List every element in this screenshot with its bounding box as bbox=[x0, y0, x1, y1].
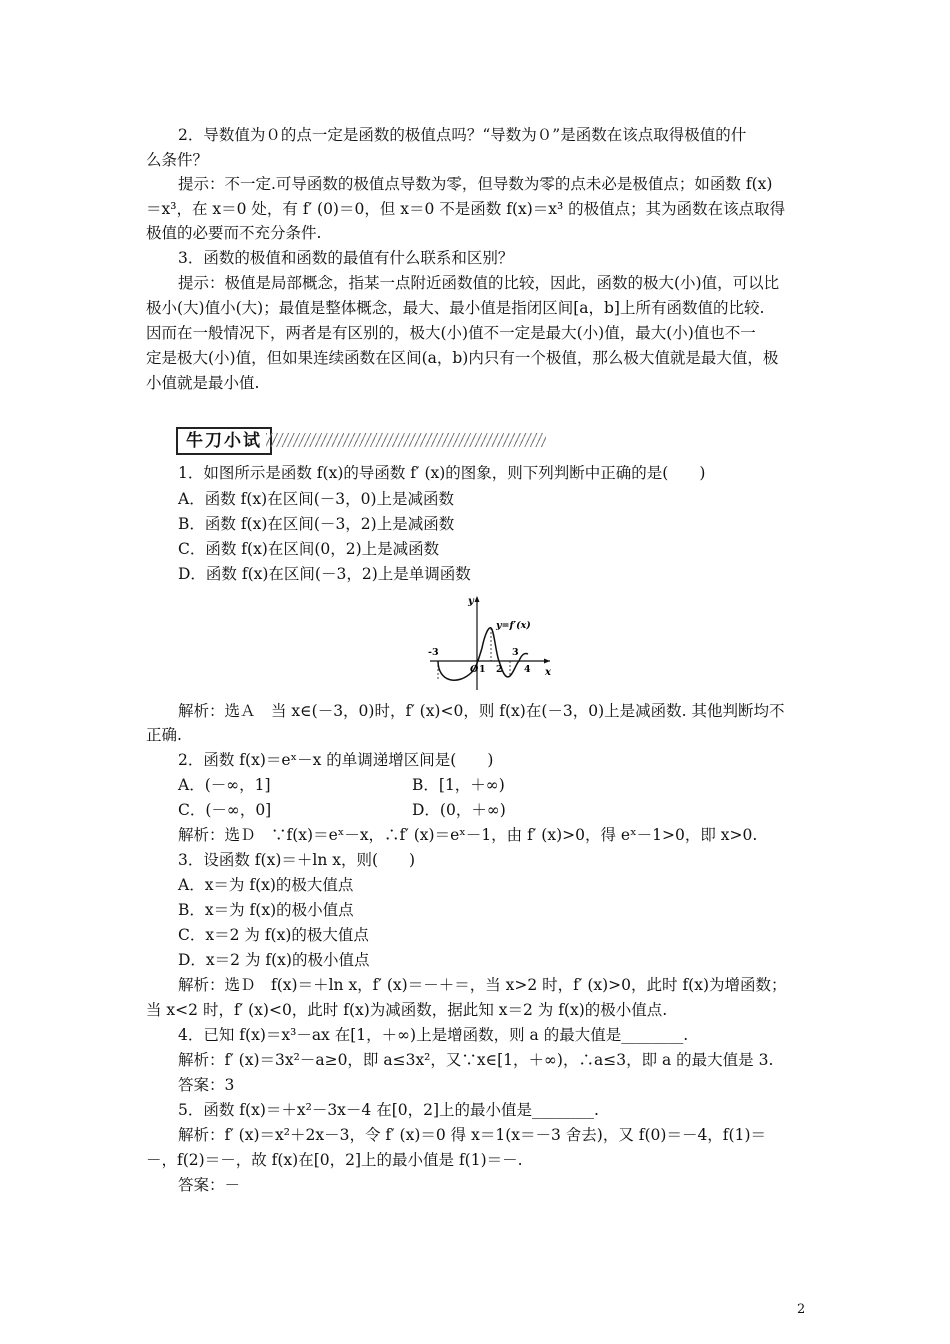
exercise-3-solution-line-1: 解析：选Ｄ f(x)＝＋ln x，f′ (x)＝－＋＝，当 x>2 时，f′ (x)>0，此时 f(x)为增函数； bbox=[178, 976, 787, 994]
tick-label-3: 3 bbox=[512, 647, 519, 658]
hint-3-line-1: 提示：极值是局部概念，指某一点附近函数值的比较，因此，函数的极大(小)值，可以比 bbox=[178, 274, 780, 292]
exercise-1-option-c: C．函数 f(x)在区间(0，2)上是减函数 bbox=[178, 540, 440, 558]
hint-3-line-4: 定是极大(小)值，但如果连续函数在区间(a，b)内只有一个极值，那么极大值就是最大值，极 bbox=[146, 349, 779, 367]
exercise-1-option-d: D．函数 f(x)在区间(－3，2)上是单调函数 bbox=[178, 565, 471, 583]
exercise-4-answer: 答案：3 bbox=[178, 1076, 235, 1094]
exercise-3-stem: 3．设函数 f(x)＝＋ln x，则( ) bbox=[178, 851, 416, 869]
hint-2-line-3: 极值的必要而不充分条件. bbox=[146, 224, 322, 242]
hint-3-line-2: 极小(大)值小(大)；最值是整体概念，最大、最小值是指闭区间[a，b]上所有函数值的比较. bbox=[146, 299, 765, 317]
exercise-1-solution-line-1: 解析：选Ａ 当 x∈(－3，0)时，f′ (x)<0，则 f(x)在(－3，0)上是减函数. 其他判断均不 bbox=[178, 702, 785, 720]
exercise-5-solution-line-2: －，f(2)＝－，故 f(x)在[0，2]上的最小值是 f(1)＝－. bbox=[146, 1151, 523, 1169]
tick-label-neg3: -3 bbox=[428, 647, 439, 658]
question-2-line-1: 2．导数值为０的点一定是函数的极值点吗？“导数为０”是函数在该点取得极值的什 bbox=[178, 126, 747, 144]
exercise-2-option-b: B．[1，＋∞) bbox=[412, 776, 505, 794]
exercise-5-solution-line-1: 解析：f′ (x)＝x²＋2x－3，令 f′ (x)＝0 得 x＝1(x＝－3 舍去)，又 f(0)＝－4，f(1)＝ bbox=[178, 1126, 767, 1144]
exercise-3-option-a: A．x＝为 f(x)的极大值点 bbox=[178, 876, 354, 894]
y-axis-arrow bbox=[475, 596, 480, 602]
hint-3-line-5: 小值就是最小值. bbox=[146, 374, 260, 392]
section-header bbox=[176, 427, 546, 453]
exercise-1-solution-line-2: 正确. bbox=[146, 726, 182, 744]
tick-label-4: 4 bbox=[524, 664, 531, 675]
exercise-2-solution: 解析：选Ｄ ∵f(x)＝eˣ－x，∴f′ (x)＝eˣ－1，由 f′ (x)>0，得 eˣ－1>0，即 x>0. bbox=[178, 826, 758, 844]
hint-2-line-2: ＝x³，在 x＝0 处，有 f′ (0)＝0，但 x＝0 不是函数 f(x)＝x³ 的极值点；其为函数在该点取得 bbox=[146, 200, 786, 218]
exercise-1-option-a: A．函数 f(x)在区间(－3，0)上是减函数 bbox=[178, 490, 455, 508]
exercise-1-stem: 1．如图所示是函数 f(x)的导函数 f′ (x)的图象，则下列判断中正确的是( ) bbox=[178, 464, 706, 482]
page-number: 2 bbox=[797, 1302, 806, 1317]
y-axis-label: y bbox=[468, 596, 474, 607]
x-axis-label: x bbox=[545, 667, 551, 678]
exercise-2-option-a: A．(－∞，1] bbox=[178, 776, 271, 794]
exercise-4-solution: 解析：f′ (x)＝3x²－a≥0，即 a≤3x²，又∵x∈[1，＋∞)，∴a≤3，即 a 的最大值是 3. bbox=[178, 1051, 774, 1069]
section-hatch-decoration bbox=[266, 433, 546, 447]
exercise-3-solution-line-2: 当 x<2 时，f′ (x)<0，此时 f(x)为减函数，据此知 x＝2 为 f(x)的极小值点. bbox=[146, 1001, 668, 1019]
question-2-line-2: 么条件？ bbox=[146, 151, 209, 169]
x-axis-arrow bbox=[544, 659, 550, 664]
derivative-graph-figure bbox=[424, 592, 556, 692]
exercise-3-option-d: D．x＝2 为 f(x)的极小值点 bbox=[178, 951, 370, 969]
exercise-4-stem: 4．已知 f(x)＝x³－ax 在[1，＋∞)上是增函数，则 a 的最大值是________. bbox=[178, 1026, 689, 1044]
exercise-2-option-c: C．(－∞，0] bbox=[178, 801, 272, 819]
exercise-3-option-b: B．x＝为 f(x)的极小值点 bbox=[178, 901, 354, 919]
exercise-5-stem: 5．函数 f(x)＝＋x²－3x－4 在[0，2]上的最小值是________. bbox=[178, 1101, 599, 1119]
tick-label-2: 2 bbox=[496, 664, 503, 675]
question-3-line: 3．函数的极值和函数的最值有什么联系和区别？ bbox=[178, 249, 514, 267]
curve-label: y=f′(x) bbox=[496, 620, 531, 631]
section-title: 牛刀小试 bbox=[176, 427, 272, 455]
exercise-2-option-d: D．(0，＋∞) bbox=[412, 801, 506, 819]
hint-2-line-1: 提示：不一定.可导函数的极值点导数为零，但导数为零的点未必是极值点；如函数 f(x) bbox=[178, 175, 773, 193]
exercise-1-option-b: B．函数 f(x)在区间(－3，2)上是减函数 bbox=[178, 515, 455, 533]
origin-label: O bbox=[470, 664, 479, 675]
exercise-2-stem: 2．函数 f(x)＝eˣ－x 的单调递增区间是( ) bbox=[178, 751, 494, 769]
hint-3-line-3: 因而在一般情况下，两者是有区别的，极大(小)值不一定是最大(小)值，最大(小)值也不一 bbox=[146, 324, 756, 342]
tick-label-1: 1 bbox=[479, 664, 486, 675]
exercise-3-option-c: C．x＝2 为 f(x)的极大值点 bbox=[178, 926, 369, 944]
exercise-5-answer: 答案：－ bbox=[178, 1176, 241, 1194]
